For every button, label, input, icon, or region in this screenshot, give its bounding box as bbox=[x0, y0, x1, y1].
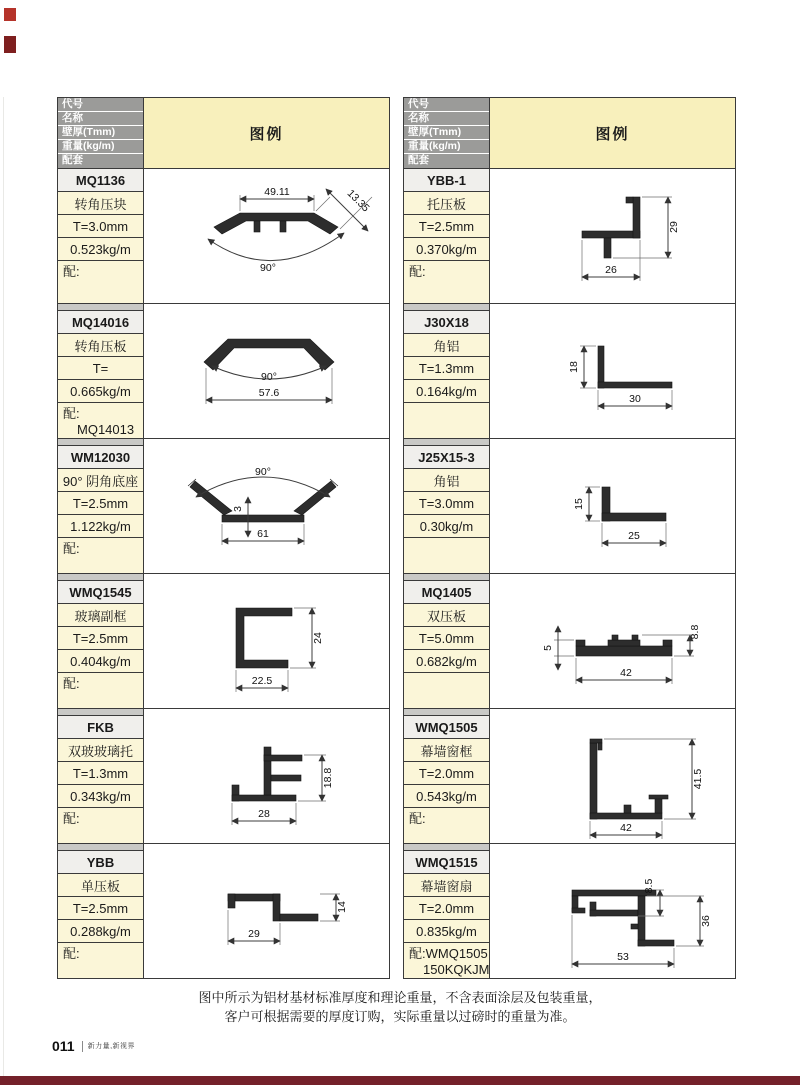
product-tables bbox=[57, 97, 736, 979]
dim-label: 26 bbox=[605, 264, 617, 276]
product-block bbox=[57, 439, 390, 574]
dim-label: 42 bbox=[620, 667, 632, 679]
dim-label: 8.8 bbox=[689, 624, 701, 640]
dim-label: 29 bbox=[248, 928, 260, 940]
header-legend: 图例 bbox=[490, 98, 735, 168]
dim-label: 28 bbox=[258, 808, 270, 820]
product-weight: 0.30kg/m bbox=[404, 515, 489, 538]
product-name: 幕墙窗框 bbox=[404, 739, 489, 762]
dim-label: 90° bbox=[261, 371, 277, 383]
product-block bbox=[403, 439, 736, 574]
product-name: 转角压块 bbox=[58, 192, 143, 215]
product-match: 配: bbox=[58, 808, 143, 843]
profile-diagram-fkb bbox=[144, 709, 389, 843]
product-weight: 1.122kg/m bbox=[58, 515, 143, 538]
dim-label: 36 bbox=[700, 915, 712, 927]
product-name: 转角压板 bbox=[58, 334, 143, 357]
product-weight: 0.543kg/m bbox=[404, 785, 489, 808]
product-block bbox=[57, 304, 390, 439]
product-weight: 0.682kg/m bbox=[404, 650, 489, 673]
product-match: 配: bbox=[58, 943, 143, 978]
profile-diagram-mq14016 bbox=[144, 304, 389, 438]
profile-diagram-mq1405 bbox=[490, 574, 735, 708]
header-labels bbox=[58, 98, 144, 168]
product-block bbox=[57, 574, 390, 709]
product-name: 玻璃副框 bbox=[58, 604, 143, 627]
page-number: 011 bbox=[52, 1038, 75, 1054]
dim-label: 90° bbox=[260, 262, 276, 274]
dim-label: 29 bbox=[668, 221, 680, 233]
header-name: 名称 bbox=[404, 112, 489, 126]
product-name: 角铝 bbox=[404, 469, 489, 492]
product-match: 配: bbox=[58, 673, 143, 708]
product-code: FKB bbox=[58, 716, 143, 739]
profile-diagram-ybb bbox=[144, 844, 389, 978]
header-thickness: 壁厚(Tmm) bbox=[58, 126, 143, 140]
header-labels bbox=[404, 98, 490, 168]
product-name: 托压板 bbox=[404, 192, 489, 215]
table-header bbox=[403, 97, 736, 169]
footer-divider bbox=[82, 1041, 83, 1052]
dim-label: 22.5 bbox=[251, 675, 273, 687]
product-code: WMQ1505 bbox=[404, 716, 489, 739]
dim-label: 13.35 bbox=[344, 187, 372, 215]
product-code: WMQ1545 bbox=[58, 581, 143, 604]
footer-tagline: 新力量,新视界 bbox=[87, 1043, 136, 1050]
product-match: 配: MQ14013 bbox=[58, 403, 143, 438]
product-match: 配: bbox=[404, 261, 489, 303]
product-match bbox=[404, 673, 489, 708]
product-match bbox=[404, 538, 489, 573]
product-name: 单压板 bbox=[58, 874, 143, 897]
dim-label: 18.8 bbox=[322, 767, 334, 789]
footer-note-line1: 图中所示为铝材基材标准厚度和理论重量，不含表面涂层及包装重量， bbox=[198, 990, 602, 1005]
block-separator bbox=[58, 574, 143, 581]
product-weight: 0.370kg/m bbox=[404, 238, 489, 261]
product-code: J25X15-3 bbox=[404, 446, 489, 469]
product-match: 配:WMQ1505 150KQKJM bbox=[404, 943, 489, 978]
dim-label: 3 bbox=[232, 506, 244, 512]
dim-label: 49.11 bbox=[264, 186, 290, 198]
product-thickness: T=1.3mm bbox=[58, 762, 143, 785]
product-block bbox=[403, 169, 736, 304]
product-match bbox=[404, 403, 489, 438]
product-weight: 0.404kg/m bbox=[58, 650, 143, 673]
footer-note bbox=[0, 988, 800, 1026]
block-separator bbox=[404, 844, 489, 851]
dim-label: 42 bbox=[620, 822, 632, 834]
product-name: 幕墙窗扇 bbox=[404, 874, 489, 897]
block-separator bbox=[404, 709, 489, 716]
product-thickness: T=3.0mm bbox=[404, 492, 489, 515]
product-thickness: T=2.0mm bbox=[404, 897, 489, 920]
block-separator bbox=[58, 304, 143, 311]
header-code: 代号 bbox=[58, 98, 143, 112]
header-weight: 重量(kg/m) bbox=[58, 140, 143, 154]
page-footer bbox=[52, 1038, 135, 1054]
product-name: 90° 阴角底座 bbox=[58, 469, 143, 492]
product-name: 双玻玻璃托 bbox=[58, 739, 143, 762]
product-name: 角铝 bbox=[404, 334, 489, 357]
header-match: 配套 bbox=[404, 154, 489, 168]
product-block bbox=[403, 304, 736, 439]
page-edge-line bbox=[3, 97, 4, 1077]
product-code: WM12030 bbox=[58, 446, 143, 469]
left-column bbox=[57, 97, 390, 979]
dim-label: 25 bbox=[628, 530, 640, 542]
product-weight: 0.523kg/m bbox=[58, 238, 143, 261]
product-code: MQ14016 bbox=[58, 311, 143, 334]
block-separator bbox=[404, 304, 489, 311]
product-thickness: T= bbox=[58, 357, 143, 380]
product-match: 配: bbox=[58, 538, 143, 573]
dim-label: 90° bbox=[255, 466, 271, 478]
profile-diagram-ybb-1 bbox=[490, 169, 735, 303]
dim-label: 14 bbox=[336, 901, 348, 913]
product-code: J30X18 bbox=[404, 311, 489, 334]
product-code: MQ1405 bbox=[404, 581, 489, 604]
block-separator bbox=[404, 439, 489, 446]
product-block bbox=[403, 574, 736, 709]
product-match: 配: bbox=[58, 261, 143, 303]
product-weight: 0.665kg/m bbox=[58, 380, 143, 403]
product-weight: 0.343kg/m bbox=[58, 785, 143, 808]
dim-label: 15 bbox=[573, 498, 585, 510]
dim-label: 41.5 bbox=[692, 768, 704, 790]
product-thickness: T=2.5mm bbox=[404, 215, 489, 238]
product-thickness: T=2.5mm bbox=[58, 492, 143, 515]
product-thickness: T=3.0mm bbox=[58, 215, 143, 238]
product-block bbox=[57, 169, 390, 304]
profile-diagram-mq1136 bbox=[144, 169, 389, 303]
spine-mark-top bbox=[4, 8, 16, 21]
product-thickness: T=2.0mm bbox=[404, 762, 489, 785]
product-thickness: T=2.5mm bbox=[58, 897, 143, 920]
profile-diagram-wmq1545 bbox=[144, 574, 389, 708]
dim-label: 24 bbox=[312, 632, 324, 644]
product-block bbox=[403, 709, 736, 844]
product-weight: 0.835kg/m bbox=[404, 920, 489, 943]
product-thickness: T=5.0mm bbox=[404, 627, 489, 650]
product-match: 配: bbox=[404, 808, 489, 843]
profile-diagram-wmq1515 bbox=[490, 844, 735, 978]
dim-label: 53 bbox=[617, 951, 629, 963]
product-code: WMQ1515 bbox=[404, 851, 489, 874]
header-match: 配套 bbox=[58, 154, 143, 168]
dim-label: 5 bbox=[542, 645, 554, 651]
profile-diagram-wmq1505 bbox=[490, 709, 735, 843]
product-block bbox=[57, 844, 390, 979]
product-weight: 0.164kg/m bbox=[404, 380, 489, 403]
dim-label: 61 bbox=[257, 528, 269, 540]
product-name: 双压板 bbox=[404, 604, 489, 627]
right-column bbox=[403, 97, 736, 979]
profile-diagram-wm12030 bbox=[144, 439, 389, 573]
dim-label: 30 bbox=[629, 393, 641, 405]
product-thickness: T=2.5mm bbox=[58, 627, 143, 650]
bottom-edge-bar bbox=[0, 1076, 800, 1085]
header-code: 代号 bbox=[404, 98, 489, 112]
dim-label: 57.6 bbox=[258, 387, 280, 399]
profile-diagram-j25x15-3 bbox=[490, 439, 735, 573]
dim-label: 18 bbox=[568, 361, 580, 373]
header-legend: 图例 bbox=[144, 98, 389, 168]
block-separator bbox=[58, 439, 143, 446]
table-header bbox=[57, 97, 390, 169]
header-weight: 重量(kg/m) bbox=[404, 140, 489, 154]
dim-label: 8.5 bbox=[643, 878, 655, 894]
footer-note-line2: 客户可根据需要的厚度订购，实际重量以过磅时的重量为准。 bbox=[224, 1009, 576, 1024]
profile-diagram-j30x18 bbox=[490, 304, 735, 438]
product-weight: 0.288kg/m bbox=[58, 920, 143, 943]
block-separator bbox=[58, 844, 143, 851]
product-code: YBB bbox=[58, 851, 143, 874]
header-thickness: 壁厚(Tmm) bbox=[404, 126, 489, 140]
spine-mark-bottom bbox=[4, 36, 16, 53]
product-code: YBB-1 bbox=[404, 169, 489, 192]
product-block bbox=[403, 844, 736, 979]
header-name: 名称 bbox=[58, 112, 143, 126]
block-separator bbox=[404, 574, 489, 581]
product-code: MQ1136 bbox=[58, 169, 143, 192]
product-thickness: T=1.3mm bbox=[404, 357, 489, 380]
product-block bbox=[57, 709, 390, 844]
block-separator bbox=[58, 709, 143, 716]
